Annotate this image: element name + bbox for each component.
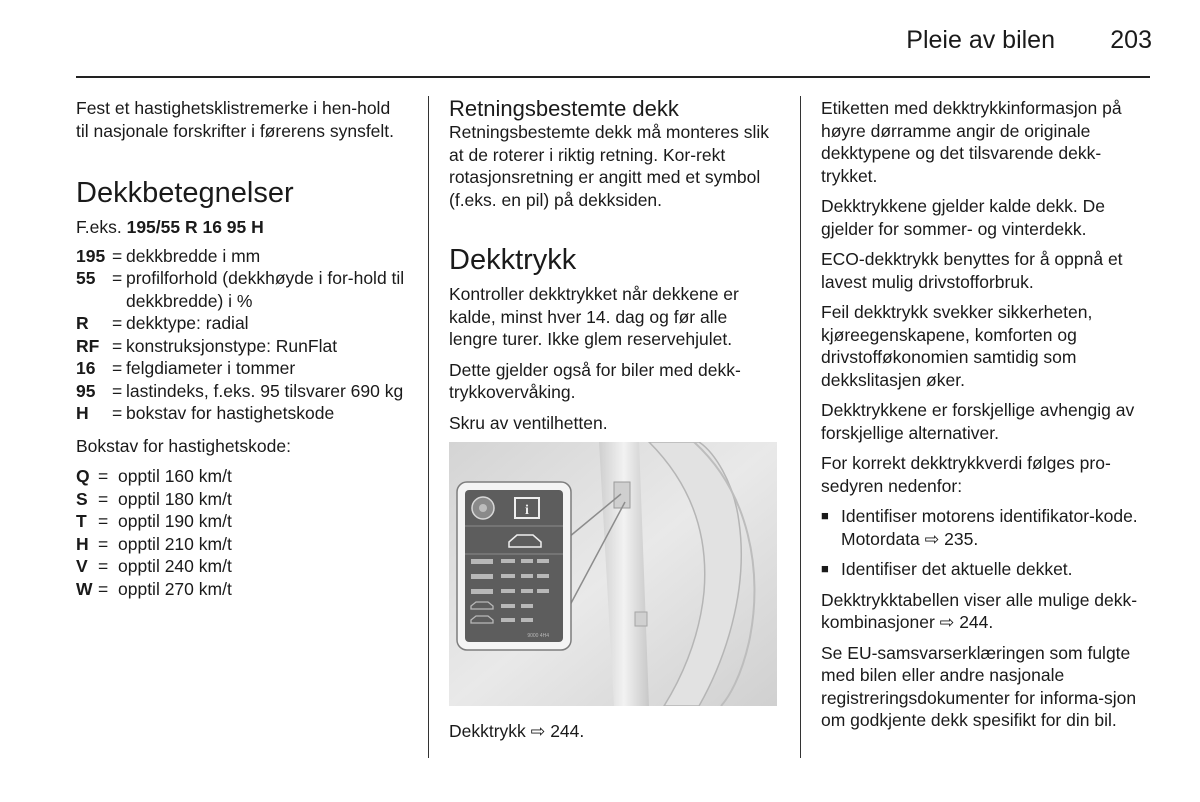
section-heading-dekktrykk: Dekktrykk — [449, 244, 577, 276]
wrong-pressure-paragraph: Feil dekktrykk svekker sikkerheten, kjøreegenskapene, komforten og drivstofføkonomien samtidig som dekkslitasjen øker. — [821, 302, 1093, 390]
section-heading-dekkbetegnelser: Dekkbetegnelser — [76, 177, 294, 209]
column-divider-2 — [800, 96, 801, 758]
header-rule — [76, 76, 1150, 78]
definition-row — [76, 267, 406, 312]
definition-list — [76, 245, 406, 425]
door-frame-label-image — [449, 442, 777, 706]
speed-code-row — [76, 533, 406, 556]
definition-key: R — [76, 313, 89, 333]
directional-tyres-paragraph: Retningsbestemte dekk må monteres slik at de roterer i riktig retning. Kor-rekt rotasjonsretning er angitt med et symbol (f.eks. en pil) på dekksiden. — [449, 122, 769, 210]
example-code: 195/55 R 16 95 H — [126, 217, 264, 237]
tpms-paragraph: Dette gjelder også for biler med dekk-trykkovervåking. — [449, 359, 741, 402]
definition-key: RF — [76, 335, 100, 356]
speed-code-key: W — [76, 578, 93, 599]
equals-sign: = — [98, 533, 109, 554]
speed-code-key: S — [76, 488, 88, 509]
equals-sign: = — [98, 578, 109, 599]
equals-sign: = — [98, 556, 109, 576]
tyre-pressure-label-illustration — [449, 442, 777, 706]
bullet-square-icon: ■ — [821, 508, 829, 523]
speed-code-text: opptil 210 km/t — [118, 533, 232, 554]
definition-text: lastindeks, f.eks. 95 tilsvarer 690 kg — [126, 380, 404, 401]
definition-row — [76, 357, 406, 380]
definition-row — [76, 402, 406, 425]
definition-text: dekktype: radial — [126, 313, 249, 333]
figure-caption: Dekktrykk ⇨ 244. — [449, 721, 585, 741]
bullet-square-icon: ■ — [821, 561, 829, 576]
definition-key: 55 — [76, 268, 96, 288]
list-item — [821, 558, 1151, 581]
equals-sign: = — [112, 403, 123, 423]
pressure-table-paragraph: Dekktrykktabellen viser alle mulige dekk-kombinasjoner ⇨ 244. — [821, 589, 1138, 632]
definition-key: 95 — [76, 380, 96, 401]
intro-paragraph: Fest et hastighetsklistremerke i hen-hold til nasjonale forskrifter i førerens synsfelt. — [76, 98, 395, 141]
speed-code-text: opptil 270 km/t — [118, 578, 232, 599]
column-2 — [449, 97, 779, 751]
list-item-text: Identifiser motorens identifikator-kode. Motordata ⇨ 235. — [841, 506, 1138, 549]
speed-code-row — [76, 510, 406, 533]
options-paragraph: Dekktrykkene er forskjellige avhengig av forskjellige alternativer. — [821, 400, 1135, 443]
equals-sign: = — [112, 245, 123, 266]
definition-key: H — [76, 403, 89, 423]
equals-sign: = — [112, 268, 123, 288]
label-info-paragraph: Etiketten med dekktrykkinformasjon på høyre dørramme angir de originale dekktypene og det tilsvarende dekk-trykket. — [821, 98, 1122, 186]
equals-sign: = — [112, 358, 123, 378]
label-location — [614, 482, 630, 508]
example-prefix: F.eks. — [76, 217, 122, 237]
equals-sign: = — [98, 466, 109, 486]
definition-text: felgdiameter i tommer — [126, 358, 296, 378]
page-number: 203 — [1110, 26, 1152, 54]
sub-heading-retningsbestemte-dekk: Retningsbestemte dekk — [449, 96, 679, 121]
column-3 — [821, 97, 1151, 740]
definition-text: dekkbredde i mm — [126, 245, 261, 266]
definition-key: 195 — [76, 245, 106, 266]
cold-tyres-paragraph: Dekktrykkene gjelder kalde dekk. De gjelder for sommer- og vinterdekk. — [821, 196, 1106, 239]
eu-conformity-paragraph: Se EU-samsvarserklæringen som fulgte med bilen eller andre nasjonale registreringsdokumenter for informa-sjon om godkjente dekk spesifikt for din bil. — [821, 642, 1137, 730]
eco-pressure-paragraph: ECO-dekktrykk benyttes for å oppnå et lavest mulig drivstofforbruk. — [821, 249, 1123, 292]
definition-row — [76, 312, 406, 335]
definition-text: profilforhold (dekkhøyde i for-hold til dekkbredde) i % — [126, 268, 405, 311]
definition-text: bokstav for hastighetskode — [126, 403, 335, 423]
label-code: 9000 4H4 — [527, 633, 549, 639]
tyre-pressure-paragraph: Kontroller dekktrykket når dekkene er kalde, minst hver 14. dag og før alle lengre turer. Ikke glem reservehjulet. — [449, 284, 739, 349]
svg-text:i: i — [525, 503, 529, 518]
column-1 — [76, 97, 406, 600]
section-title: Pleie av bilen — [906, 26, 1055, 54]
speed-code-intro: Bokstav for hastighetskode: — [76, 435, 291, 456]
example-line — [76, 216, 406, 239]
equals-sign: = — [112, 335, 123, 356]
definition-row — [76, 380, 406, 403]
speed-code-key: V — [76, 556, 88, 576]
speed-code-text: opptil 190 km/t — [118, 511, 232, 531]
speed-code-list — [76, 465, 406, 600]
definition-text: konstruksjonstype: RunFlat — [126, 335, 338, 356]
definition-key: 16 — [76, 358, 96, 378]
speed-code-text: opptil 160 km/t — [118, 466, 232, 486]
equals-sign: = — [112, 380, 123, 401]
speed-code-key: H — [76, 533, 89, 554]
list-item — [821, 505, 1151, 550]
definition-row — [76, 245, 406, 268]
definition-row — [76, 335, 406, 358]
procedure-intro-paragraph: For korrekt dekktrykkverdi følges pro-sedyren nedenfor: — [821, 453, 1111, 496]
speed-code-row — [76, 555, 406, 578]
speed-code-key: Q — [76, 466, 90, 486]
equals-sign: = — [112, 313, 123, 333]
list-item-text: Identifiser det aktuelle dekket. — [841, 559, 1073, 579]
speed-code-key: T — [76, 511, 87, 531]
column-divider-1 — [428, 96, 429, 758]
speed-code-text: opptil 240 km/t — [118, 556, 232, 576]
speed-code-row — [76, 488, 406, 511]
equals-sign: = — [98, 511, 109, 531]
speed-code-row — [76, 578, 406, 601]
equals-sign: = — [98, 488, 109, 509]
valve-cap-paragraph: Skru av ventilhetten. — [449, 412, 608, 433]
speed-code-text: opptil 180 km/t — [118, 488, 232, 509]
speed-code-row — [76, 465, 406, 488]
